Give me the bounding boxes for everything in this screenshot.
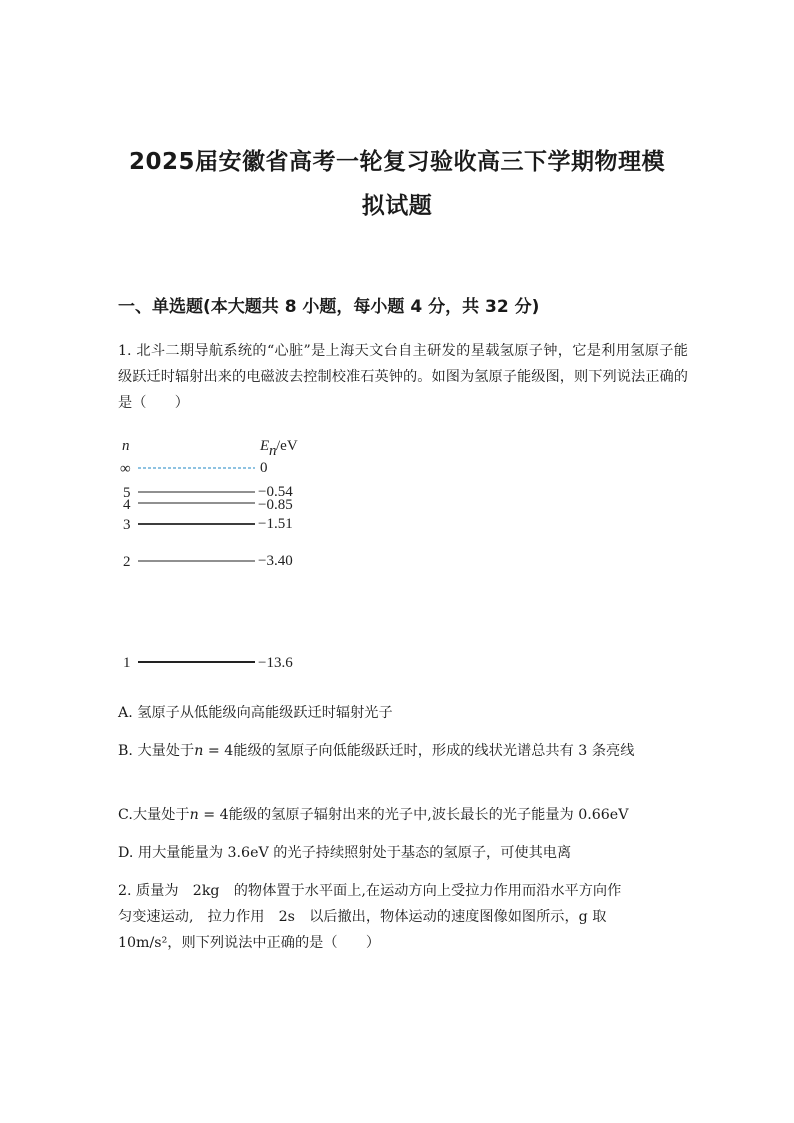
level-label-2: 2 [123,554,131,570]
option-c-pre: C.大量处于 [118,807,190,823]
level-label-inf: ∞ [120,461,131,477]
diagram-header-n: n [122,438,130,454]
level-label-5: 5 [123,485,131,501]
level-label-3: 3 [123,517,131,533]
diagram-header-unit: /eV [276,438,298,454]
option-b-pre: B. 大量处于 [118,743,195,759]
option-c-var: n [189,807,199,823]
diagram-header-sub: n [269,443,277,459]
level-label-4: 4 [123,497,131,513]
level-energy-5: −0.54 [258,484,293,500]
title-line-2: 拟试题 [361,193,433,219]
question-1-text: 1. 北斗二期导航系统的“心脏”是上海天文台自主研发的星载氢原子钟，它是利用氢原子能级跃迁时辐射出来的电磁波去控制校准石英钟的。如图为氢原子能级图，则下列说法正确的是（ ） [118,343,688,411]
option-c-post: = 4能级的氢原子辐射出来的光子中,波长最长的光子能量为 0.66eV [198,807,629,823]
diagram-header-e: E [260,438,270,454]
option-d: D. 用大量能量为 3.6eV 的光子持续照射处于基态的氢原子，可使其电离 [118,845,572,861]
level-energy-2: −3.40 [258,553,293,569]
option-b [118,738,688,764]
option-c [118,802,688,828]
level-energy-3: −1.51 [258,516,293,532]
option-b-post: = 4能级的氢原子向低能级跃迁时，形成的线状光谱总共有 3 条亮线 [203,743,635,759]
title-line-1: 2025届安徽省高考一轮复习验收高三下学期物理模 [128,149,665,175]
page-title [100,140,694,228]
energy-level-diagram [112,430,312,675]
question-2-line-3: 10m/s²，则下列说法中正确的是（ ） [118,935,381,951]
level-label-1: 1 [123,655,131,671]
question-2-line-1: 2. 质量为 2kg 的物体置于水平面上,在运动方向上受拉力作用而沿水平方向作 [118,883,622,899]
question-2-text [118,878,688,956]
option-b-var: n [194,743,204,759]
level-energy-inf: 0 [260,460,268,476]
level-energy-1: −13.6 [258,655,293,671]
option-a: A. 氢原子从低能级向高能级跃迁时辐射光子 [118,705,393,721]
section-heading: 一、单选题(本大题共 8 小题，每小题 4 分，共 32 分) [118,297,540,317]
question-2-line-2: 匀变速运动, 拉力作用 2s 以后撤出，物体运动的速度图像如图所示，g 取 [118,909,607,925]
level-energy-4: −0.85 [258,497,293,513]
